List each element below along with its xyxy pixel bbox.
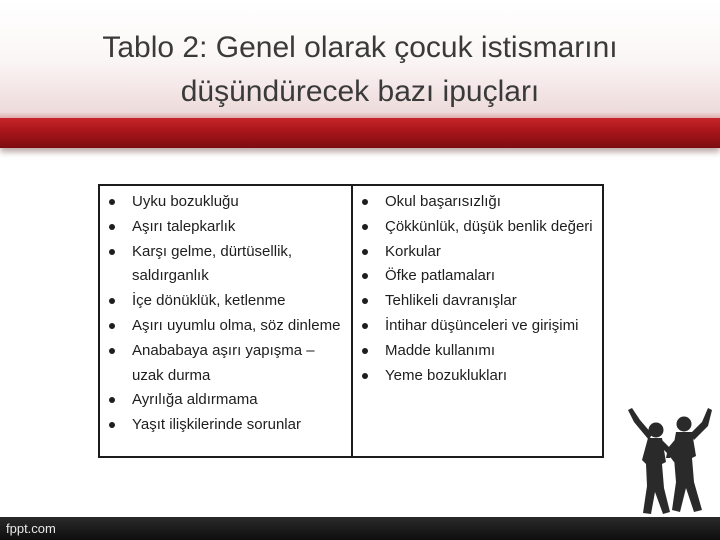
- list-item-text: Uyku bozukluğu: [132, 193, 239, 210]
- list-item-text: Çökkünlük, düşük benlik değeri: [385, 217, 593, 235]
- bullet-icon: [109, 224, 115, 230]
- dancing-children-silhouette: [618, 400, 718, 518]
- header-red-band: [0, 118, 720, 148]
- bullet-icon: [362, 373, 368, 379]
- bullet-icon: [109, 323, 115, 329]
- list-item-text: Korkular: [385, 242, 441, 260]
- list-item-text: Tehlikeli davranışlar: [385, 292, 517, 310]
- list-item: [353, 190, 602, 215]
- list-item: [353, 289, 602, 314]
- clues-table: [98, 184, 604, 458]
- bullet-icon: [109, 199, 115, 205]
- left-list: [100, 190, 351, 438]
- list-item: [353, 339, 602, 364]
- bullet-icon: [362, 273, 368, 279]
- bullet-icon: [362, 224, 368, 230]
- list-item-text: Yeme bozuklukları: [385, 366, 508, 384]
- bullet-icon: [109, 397, 115, 403]
- bullet-icon: [109, 298, 115, 304]
- right-list: [353, 190, 602, 388]
- list-item-text: Aşırı talepkarlık: [132, 217, 236, 235]
- list-item: [353, 314, 602, 339]
- bullet-icon: [362, 323, 368, 329]
- list-item: [353, 240, 602, 265]
- list-item-text: Öfke patlamaları: [385, 267, 496, 285]
- title-line-1: Tablo 2: Genel olarak çocuk istismarını: [102, 31, 618, 64]
- bullet-icon: [109, 249, 115, 255]
- list-item-text: Yaşıt ilişkilerinde sorunlar: [132, 416, 301, 434]
- list-item: [100, 339, 351, 389]
- list-item: [100, 240, 351, 290]
- list-item-text: Aşırı uyumlu olma, söz dinleme: [132, 316, 341, 334]
- list-item-text: Madde kullanımı: [385, 341, 496, 359]
- list-item-text: İçe dönüklük, ketlenme: [132, 292, 286, 310]
- bullet-icon: [362, 298, 368, 304]
- list-item: [353, 364, 602, 389]
- list-item: [100, 289, 351, 314]
- list-item: [100, 215, 351, 240]
- footer-source-label: fppt.com: [6, 521, 56, 536]
- list-item-text: Ayrılığa aldırmama: [132, 391, 258, 409]
- list-item-text: Karşı gelme, dürtüsellik, saldırganlık: [132, 242, 293, 285]
- list-item: [100, 314, 351, 339]
- list-item: [100, 388, 351, 413]
- list-item-text: Anababaya aşırı yapışma – uzak durma: [132, 341, 315, 384]
- list-item-text: Okul başarısızlığı: [385, 193, 501, 210]
- bullet-icon: [109, 422, 115, 428]
- list-item-text: İntihar düşünceleri ve girişimi: [385, 316, 579, 334]
- bullet-icon: [109, 348, 115, 354]
- table-column-left: [100, 186, 353, 456]
- bullet-icon: [362, 249, 368, 255]
- title-line-2: düşündürecek bazı ipuçları: [180, 75, 540, 108]
- bullet-icon: [362, 348, 368, 354]
- list-item: [100, 413, 351, 438]
- table-column-right: [353, 186, 602, 456]
- slide-title: [40, 26, 680, 114]
- list-item: [100, 190, 351, 215]
- list-item: [353, 215, 602, 240]
- slide-footer: [0, 517, 720, 540]
- bullet-icon: [362, 199, 368, 205]
- list-item: [353, 264, 602, 289]
